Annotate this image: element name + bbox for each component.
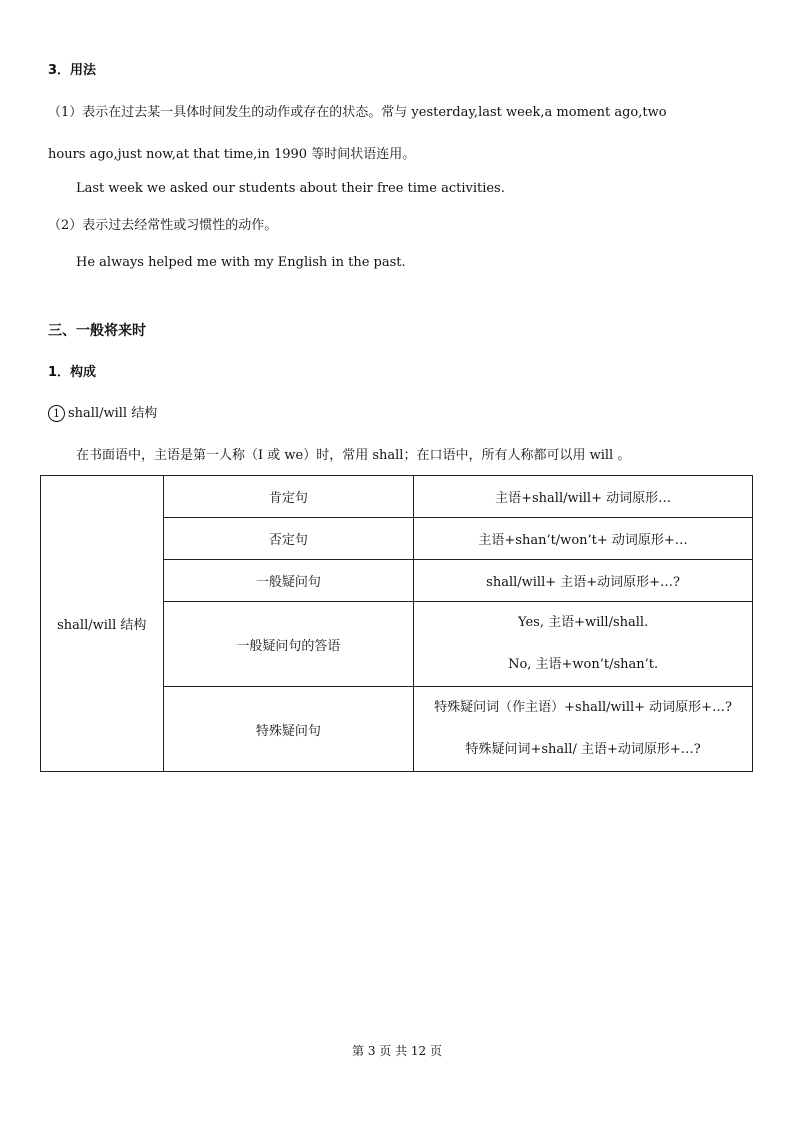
form-cell: 主语+shan’t/won’t+ 动词原形+… <box>414 518 753 560</box>
circled-number-marker: 1 <box>48 405 65 422</box>
page-footer: 第 3 页 共 12 页 <box>352 1044 442 1058</box>
sentence-type-cell: 否定句 <box>163 518 414 560</box>
form-cell <box>414 687 753 772</box>
form-cell: shall/will+ 主语+动词原形+…? <box>414 560 753 602</box>
structure-item <box>48 405 157 423</box>
sentence-type-cell: 一般疑问句 <box>163 560 414 602</box>
usage-note: 在书面语中，主语是第一人称（I 或 we）时，常用 shall；在口语中，所有人称都可以用 will 。 <box>76 448 631 463</box>
structure-label-cell: shall/will 结构 <box>41 476 164 772</box>
usage-point-1-line-2: hours ago,just now,at that time,in 1990 等时间状语连用。 <box>48 147 416 162</box>
sentence-type-cell: 肯定句 <box>163 476 414 518</box>
usage-example-2: He always helped me with my English in the past. <box>76 255 406 270</box>
future-tense-heading: 三、一般将来时 <box>48 323 146 339</box>
form-line: Yes, 主语+will/shall. <box>518 615 649 630</box>
form-line: No, 主语+won’t/shan’t. <box>508 657 659 672</box>
grammar-table <box>40 475 753 772</box>
usage-heading: 3．用法 <box>48 63 97 78</box>
form-line: 特殊疑问词（作主语）+shall/will+ 动词原形+…? <box>434 700 733 715</box>
usage-point-1-line-1: （1）表示在过去某一具体时间发生的动作或存在的状态。常与 yesterday,last week,a moment ago,two <box>48 105 667 120</box>
form-cell <box>414 602 753 687</box>
form-cell: 主语+shall/will+ 动词原形… <box>414 476 753 518</box>
usage-example-1: Last week we asked our students about their free time activities. <box>76 181 505 196</box>
table-row <box>41 476 753 518</box>
sentence-type-cell: 一般疑问句的答语 <box>163 602 414 687</box>
sentence-type-cell: 特殊疑问句 <box>163 687 414 772</box>
usage-point-2: （2）表示过去经常性或习惯性的动作。 <box>48 218 278 233</box>
formation-heading: 1．构成 <box>48 365 97 380</box>
form-line: 特殊疑问词+shall/ 主语+动词原形+…? <box>465 742 701 757</box>
structure-item-label: shall/will 结构 <box>68 406 158 421</box>
